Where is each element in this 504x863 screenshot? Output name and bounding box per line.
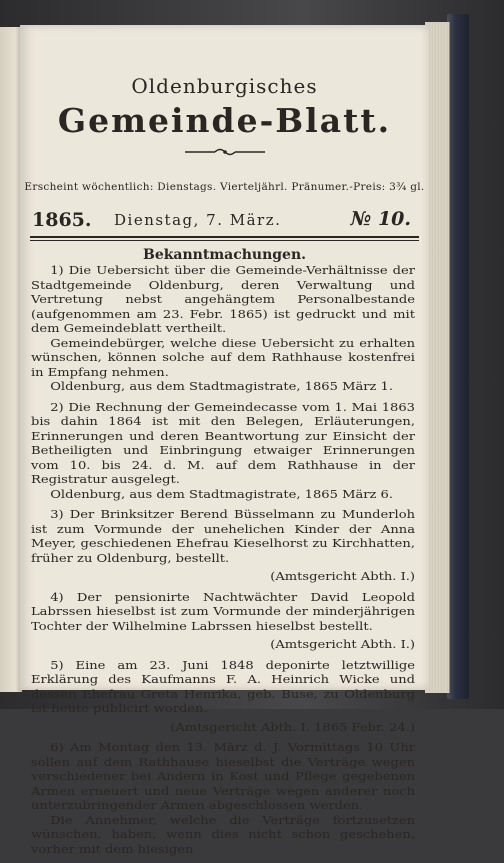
ornament-divider-icon bbox=[185, 147, 265, 157]
issue-number: № 10. bbox=[350, 208, 411, 230]
masthead-title: Gemeinde-Blatt. bbox=[57, 101, 392, 140]
divider-rule-thick bbox=[30, 236, 419, 238]
announcement-paragraph: 4) Der pensionirte Nachtwächter David Leopold Labrssen hieselbst ist zum Vormunde der minderjährigen Tochter der Wilhelmine Labrssen hieselbst bestellt. bbox=[31, 590, 415, 633]
masthead-small-title: Oldenburgisches bbox=[131, 74, 318, 98]
announcement-signature: Oldenburg, aus dem Stadtmagistrate, 1865 März 6. bbox=[50, 487, 394, 501]
announcement-source: (Amtsgericht Abth. I.) bbox=[270, 570, 415, 583]
announcement-paragraph: 1) Die Uebersicht über die Gemeinde-Verhältnisse der Stadtgemeinde Oldenburg, deren Verwaltung und Vertretung nebst angehängtem Personalbestande (aufgenommen am 23. Febr. 1865) ist gedruckt und mit dem Gemeindeblatt vertheilt. bbox=[31, 264, 415, 335]
announcements-body bbox=[31, 264, 415, 863]
announcement-source: (Amtsgericht Abth. I. 1865 Febr. 24.) bbox=[170, 720, 415, 734]
subscription-line: Erscheint wöchentlich: Dienstags. Vierteljährl. Pränumer.-Preis: 3¾ gl. bbox=[24, 181, 425, 193]
announcement-paragraph: Die Annehmer, welche die Verträge fortzusetzen wünschen, haben, wenn dies nicht schon geschehen, vorher mit dem hiesigen bbox=[31, 813, 415, 856]
issue-dateline bbox=[32, 208, 417, 233]
newspaper-page bbox=[20, 25, 429, 856]
issue-year: 1865. bbox=[32, 209, 92, 231]
book-spine bbox=[447, 14, 469, 699]
announcement-paragraph: 3) Der Brinksitzer Berend Büsselmann zu Munderloh ist zum Vormunde der unehelichen Kinder der Anna Meyer, geschiedenen Ehefrau Kieselhorst zu Kirchhatten, früher zu Oldenburg, bestellt. bbox=[31, 508, 415, 565]
divider-rule-thin bbox=[30, 240, 419, 241]
announcement-paragraph: Gemeindebürger, welche diese Uebersicht zu erhalten wünschen, können solche auf dem Rathhause kostenfrei in Empfang nehmen. bbox=[31, 336, 415, 379]
announcement-paragraph: 2) Die Rechnung der Gemeindecasse vom 1. Mai 1863 bis dahin 1864 ist mit den Belegen, Erläuterungen, Erinnerungen und deren Beantwortung zur Einsicht der Betheiligten und Einbringung etwaiger Erinnerungen vom 10. bis 24. d. M. auf dem Rathhause in der Registratur ausgelegt. bbox=[31, 400, 415, 486]
announcement-paragraph: 6) Am Montag den 13. März d. J. Vormittags 10 Uhr sollen auf dem Rathhause hieselbst die Verträge wegen verschiedener bei Andern in Kost und Pflege gegebenen Armen erneuert und neue Verträge wegen anderer noch unterzubringender Armen abgeschlossen werden. bbox=[31, 741, 415, 812]
issue-date: Dienstag, 7. März. bbox=[114, 211, 282, 229]
announcement-paragraph: 5) Eine am 23. Juni 1848 deponirte letztwillige Erklärung des Kaufmanns F. A. Heinrich Wicke und dessen Ehefrau Greta Henrika, geb. Buse, zu Oldenburg ist heute publicirt worden. bbox=[31, 658, 415, 715]
announcement-source: (Amtsgericht Abth. I.) bbox=[270, 638, 415, 651]
section-title: Bekanntmachungen. bbox=[142, 247, 307, 263]
left-page-edge bbox=[0, 27, 22, 692]
announcement-signature: Oldenburg, aus dem Stadtmagistrate, 1865 März 1. bbox=[50, 380, 394, 393]
